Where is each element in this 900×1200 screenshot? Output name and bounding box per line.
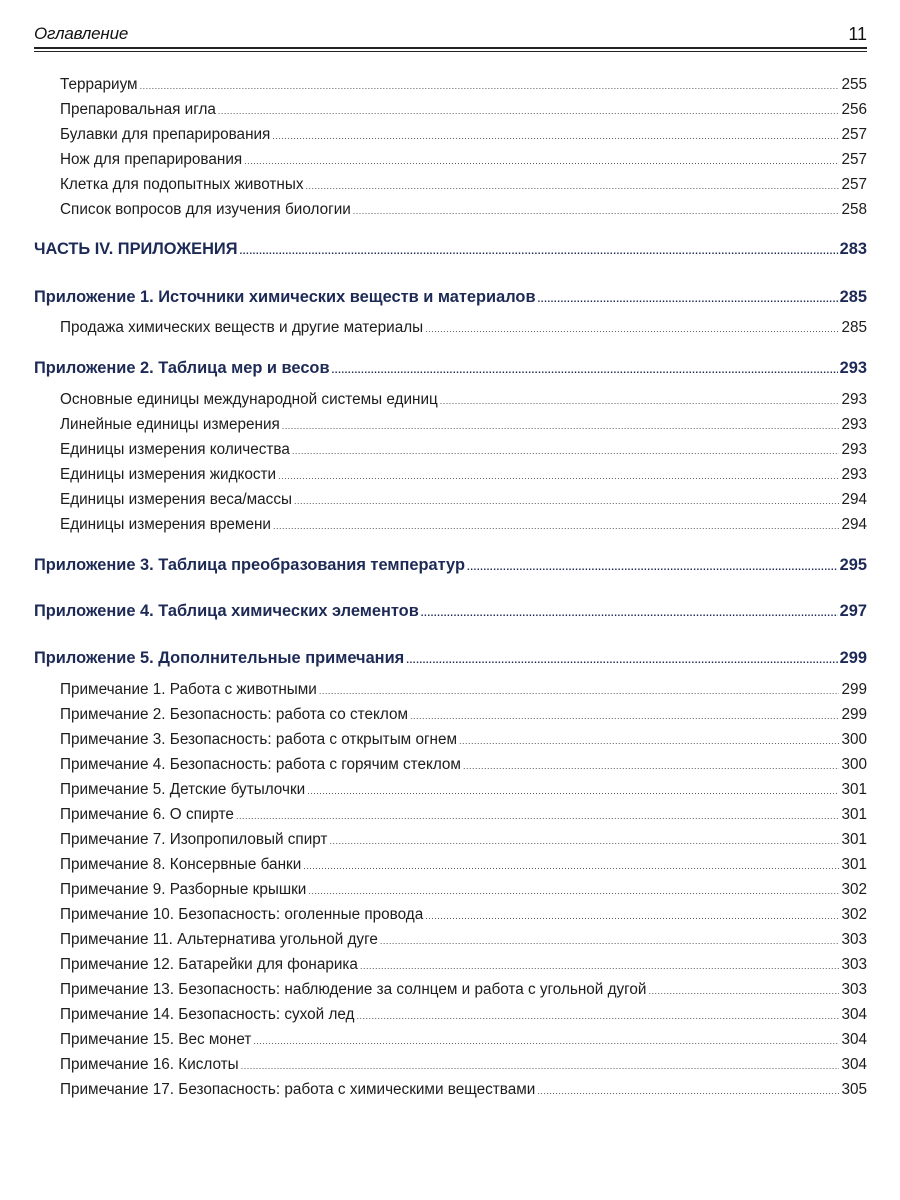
toc-appendix-heading[interactable] bbox=[34, 601, 867, 624]
leader-dots bbox=[421, 601, 838, 624]
toc-entry-page: 257 bbox=[841, 176, 867, 193]
toc-entry-page: 258 bbox=[841, 201, 867, 218]
leader-dots bbox=[425, 905, 839, 926]
toc-entry-page: 293 bbox=[841, 391, 867, 408]
toc-entry-title: Примечание 3. Безопасность: работа с открытым огнем bbox=[60, 731, 458, 748]
toc-entry[interactable] bbox=[60, 465, 867, 486]
toc-entry-page: 303 bbox=[841, 956, 867, 973]
toc-entry[interactable] bbox=[60, 1080, 867, 1101]
leader-dots bbox=[538, 287, 838, 310]
toc-entry-page: 299 bbox=[841, 681, 867, 698]
toc-entry-page: 257 bbox=[841, 151, 867, 168]
leader-dots bbox=[425, 318, 839, 339]
toc-entry-title: Булавки для препарирования bbox=[60, 126, 271, 143]
toc-entry[interactable] bbox=[60, 905, 867, 926]
leader-dots bbox=[410, 705, 840, 726]
toc-entry-title: Нож для препарирования bbox=[60, 151, 243, 168]
toc-entry-title: Примечание 2. Безопасность: работа со стеклом bbox=[60, 706, 408, 723]
toc-appendix-heading[interactable] bbox=[34, 358, 867, 381]
running-header bbox=[34, 22, 867, 46]
leader-dots bbox=[459, 730, 839, 751]
page-number: 11 bbox=[848, 24, 867, 44]
toc-entry[interactable] bbox=[60, 515, 867, 536]
header-rule bbox=[34, 47, 867, 52]
toc-entry[interactable] bbox=[60, 440, 867, 461]
toc-entry[interactable] bbox=[60, 755, 867, 776]
toc-entry-page: 293 bbox=[841, 441, 867, 458]
leader-dots bbox=[648, 980, 839, 1001]
leader-dots bbox=[360, 955, 840, 976]
toc-entry-page: 301 bbox=[841, 806, 867, 823]
toc-entry-title: Единицы измерения количества bbox=[60, 441, 290, 458]
toc-entry-page: 299 bbox=[841, 706, 867, 723]
toc-entry-page: 297 bbox=[839, 602, 867, 620]
toc-entry-title: ЧАСТЬ IV. ПРИЛОЖЕНИЯ bbox=[34, 240, 238, 258]
leader-dots bbox=[537, 1080, 839, 1101]
leader-dots bbox=[380, 930, 840, 951]
toc-entry[interactable] bbox=[60, 490, 867, 511]
toc-entry-title: Примечание 15. Вес монет bbox=[60, 1031, 252, 1048]
toc-entry[interactable] bbox=[60, 1005, 867, 1026]
toc-entry-title: Примечание 4. Безопасность: работа с горячим стеклом bbox=[60, 756, 461, 773]
toc-entry-page: 255 bbox=[841, 76, 867, 93]
toc-entry-title: Примечание 5. Детские бутылочки bbox=[60, 781, 306, 798]
toc-entry-page: 295 bbox=[839, 556, 867, 574]
toc-entry-title: Приложение 1. Источники химических веществ и материалов bbox=[34, 288, 536, 306]
toc-entry[interactable] bbox=[60, 930, 867, 951]
toc-entry-title: Примечание 9. Разборные крышки bbox=[60, 881, 307, 898]
leader-dots bbox=[239, 239, 837, 262]
toc-entry-title: Примечание 17. Безопасность: работа с химическими веществами bbox=[60, 1081, 536, 1098]
leader-dots bbox=[463, 755, 840, 776]
leader-dots bbox=[244, 150, 839, 171]
toc-entry-title: Основные единицы международной системы единиц bbox=[60, 391, 438, 408]
leader-dots bbox=[467, 555, 838, 578]
toc-entry-title: Приложение 3. Таблица преобразования температур bbox=[34, 556, 465, 574]
toc-entry-page: 302 bbox=[841, 881, 867, 898]
toc-entry-page: 293 bbox=[839, 359, 867, 377]
leader-dots bbox=[308, 880, 839, 901]
toc-entry[interactable] bbox=[60, 1030, 867, 1051]
toc-entry-title: Примечание 10. Безопасность: оголенные провода bbox=[60, 906, 424, 923]
section-title: Оглавление bbox=[34, 24, 129, 43]
toc-entry-page: 285 bbox=[839, 288, 867, 306]
toc-entry-page: 304 bbox=[841, 1006, 867, 1023]
toc-entry-page: 302 bbox=[841, 906, 867, 923]
toc-entry-page: 283 bbox=[839, 240, 867, 258]
toc-entry-page: 293 bbox=[841, 416, 867, 433]
leader-dots bbox=[273, 515, 840, 536]
toc-entry-page: 300 bbox=[841, 756, 867, 773]
toc-entry-page: 300 bbox=[841, 731, 867, 748]
toc-entry[interactable] bbox=[60, 880, 867, 901]
toc-entry-title: Продажа химических веществ и другие материалы bbox=[60, 319, 424, 336]
toc-entry-title: Список вопросов для изучения биологии bbox=[60, 201, 351, 218]
toc-entry[interactable] bbox=[60, 955, 867, 976]
toc-entry-title: Примечание 11. Альтернатива угольной дуге bbox=[60, 931, 378, 948]
toc-entry-page: 257 bbox=[841, 126, 867, 143]
toc-entry-page: 304 bbox=[841, 1056, 867, 1073]
toc-entry-title: Приложение 4. Таблица химических элементов bbox=[34, 602, 419, 620]
toc-entry-page: 305 bbox=[841, 1081, 867, 1098]
toc-entry-title: Террариум bbox=[60, 76, 138, 93]
toc-entry-page: 303 bbox=[841, 981, 867, 998]
toc-entry-title: Примечание 1. Работа с животными bbox=[60, 681, 317, 698]
toc-entry[interactable] bbox=[60, 390, 867, 411]
toc-entry[interactable] bbox=[60, 830, 867, 851]
toc-entry[interactable] bbox=[60, 125, 867, 146]
toc-entry[interactable] bbox=[60, 1055, 867, 1076]
leader-dots bbox=[294, 490, 839, 511]
toc-entry[interactable] bbox=[60, 75, 867, 96]
toc-entry-title: Линейные единицы измерения bbox=[60, 416, 280, 433]
toc-entry-page: 301 bbox=[841, 831, 867, 848]
toc-appendix-heading[interactable] bbox=[34, 648, 867, 671]
leader-dots bbox=[272, 125, 839, 146]
leader-dots bbox=[292, 440, 840, 461]
toc-appendix-heading[interactable] bbox=[34, 555, 867, 578]
leader-dots bbox=[440, 390, 840, 411]
toc-entry-page: 285 bbox=[841, 319, 867, 336]
toc-entry[interactable] bbox=[60, 730, 867, 751]
toc-entry[interactable] bbox=[60, 805, 867, 826]
toc-entry-title: Примечание 16. Кислоты bbox=[60, 1056, 239, 1073]
toc-entry-title: Клетка для подопытных животных bbox=[60, 176, 304, 193]
toc-entry-title: Единицы измерения веса/массы bbox=[60, 491, 292, 508]
toc-entry-page: 294 bbox=[841, 516, 867, 533]
leader-dots bbox=[406, 648, 837, 671]
toc-entry-title: Препаровальная игла bbox=[60, 101, 216, 118]
toc-entry[interactable] bbox=[60, 855, 867, 876]
toc-entry-title: Единицы измерения времени bbox=[60, 516, 271, 533]
toc-entry-page: 299 bbox=[839, 649, 867, 667]
toc-entry[interactable] bbox=[60, 100, 867, 121]
leader-dots bbox=[319, 680, 840, 701]
leader-dots bbox=[241, 1055, 840, 1076]
toc-entry-title: Примечание 14. Безопасность: сухой лед bbox=[60, 1006, 355, 1023]
toc-entry-title: Примечание 13. Безопасность: наблюдение за солнцем и работа с угольной дугой bbox=[60, 981, 647, 998]
toc-entry-title: Примечание 7. Изопропиловый спирт bbox=[60, 831, 328, 848]
toc-entry[interactable] bbox=[60, 980, 867, 1001]
toc-entry-page: 256 bbox=[841, 101, 867, 118]
toc-entry-title: Приложение 2. Таблица мер и весов bbox=[34, 359, 330, 377]
leader-dots bbox=[353, 200, 840, 221]
leader-dots bbox=[140, 75, 840, 96]
leader-dots bbox=[356, 1005, 839, 1026]
toc-entry-title: Приложение 5. Дополнительные примечания bbox=[34, 649, 405, 667]
leader-dots bbox=[307, 780, 839, 801]
toc-entry-page: 294 bbox=[841, 491, 867, 508]
toc-entry-title: Примечание 6. О спирте bbox=[60, 806, 234, 823]
leader-dots bbox=[253, 1030, 839, 1051]
toc-entry[interactable] bbox=[60, 680, 867, 701]
toc-entry[interactable] bbox=[60, 415, 867, 436]
toc-entry-page: 303 bbox=[841, 931, 867, 948]
toc-entry-page: 304 bbox=[841, 1031, 867, 1048]
toc-entry[interactable] bbox=[60, 200, 867, 221]
toc-appendix-heading[interactable] bbox=[34, 287, 867, 310]
leader-dots bbox=[329, 830, 839, 851]
leader-dots bbox=[218, 100, 840, 121]
toc-entry-title: Примечание 12. Батарейки для фонарика bbox=[60, 956, 358, 973]
leader-dots bbox=[332, 358, 838, 381]
toc-entry[interactable] bbox=[60, 318, 867, 339]
toc-entry[interactable] bbox=[60, 780, 867, 801]
toc-part-heading[interactable] bbox=[34, 239, 867, 262]
leader-dots bbox=[278, 465, 839, 486]
toc-entry-title: Примечание 8. Консервные банки bbox=[60, 856, 302, 873]
toc-entry-page: 301 bbox=[841, 856, 867, 873]
leader-dots bbox=[303, 855, 839, 876]
leader-dots bbox=[282, 415, 840, 436]
toc-entry-page: 293 bbox=[841, 466, 867, 483]
toc-entry[interactable] bbox=[60, 705, 867, 726]
toc-entry[interactable] bbox=[60, 175, 867, 196]
leader-dots bbox=[236, 805, 840, 826]
toc-entry-title: Единицы измерения жидкости bbox=[60, 466, 277, 483]
leader-dots bbox=[306, 175, 840, 196]
toc-entry[interactable] bbox=[60, 150, 867, 171]
toc-entry-page: 301 bbox=[841, 781, 867, 798]
